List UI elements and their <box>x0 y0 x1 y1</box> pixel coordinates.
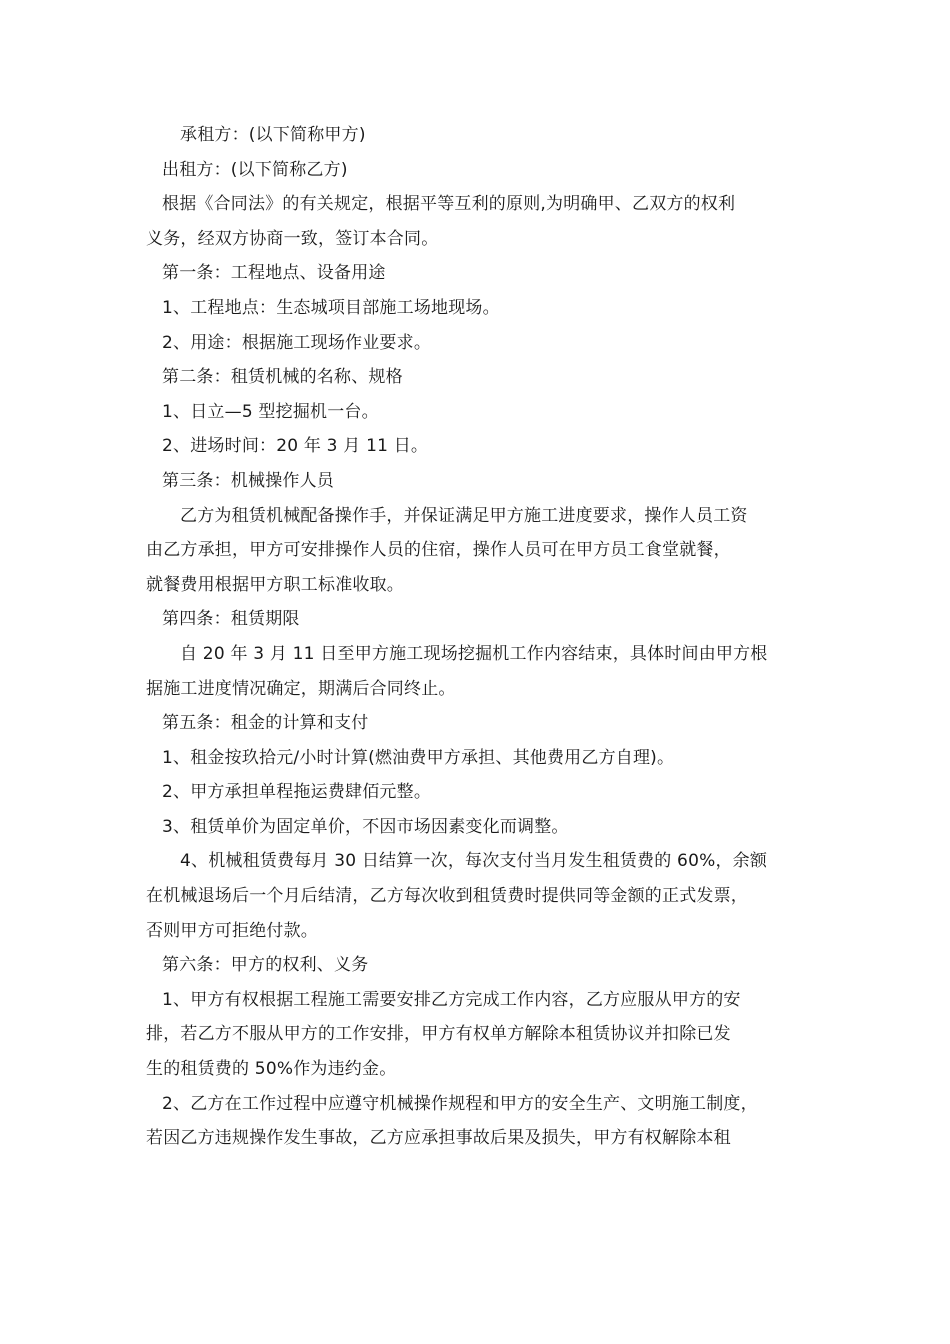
contract-body <box>146 118 826 1156</box>
text-line: 1、甲方有权根据工程施工需要安排乙方完成工作内容，乙方应服从甲方的安 <box>162 989 741 1010</box>
text-line: 否则甲方可拒绝付款。 <box>146 920 318 941</box>
text-line: 根据《合同法》的有关规定，根据平等互利的原则,为明确甲、乙双方的权利 <box>162 194 736 215</box>
text-line: 承租方：(以下简称甲方) <box>180 125 366 145</box>
text-line: 2、甲方承担单程拖运费肆佰元整。 <box>162 782 432 803</box>
text-line: 第二条：租赁机械的名称、规格 <box>162 367 403 388</box>
text-line: 若因乙方违规操作发生事故，乙方应承担事故后果及损失，甲方有权解除本租 <box>146 1128 731 1149</box>
text-line: 乙方为租赁机械配备操作手，并保证满足甲方施工进度要求，操作人员工资 <box>180 505 748 526</box>
text-line: 义务，经双方协商一致，签订本合同。 <box>146 228 439 249</box>
text-line: 排，若乙方不服从甲方的工作安排，甲方有权单方解除本租赁协议并扣除已发 <box>146 1024 731 1045</box>
text-line: 第五条：租金的计算和支付 <box>162 713 369 734</box>
text-line: 2、乙方在工作过程中应遵守机械操作规程和甲方的安全生产、文明施工制度， <box>162 1093 758 1114</box>
text-line: 4、机械租赁费每月 30 日结算一次，每次支付当月发生租赁费的 60%，余额 <box>180 851 768 872</box>
text-line: 在机械退场后一个月后结清，乙方每次收到租赁费时提供同等金额的正式发票， <box>146 886 748 907</box>
text-line: 3、租赁单价为固定单价，不因市场因素变化而调整。 <box>162 816 569 837</box>
text-line: 由乙方承担，甲方可安排操作人员的住宿，操作人员可在甲方员工食堂就餐， <box>146 540 731 561</box>
text-line: 第四条：租赁期限 <box>162 609 300 630</box>
text-line: 1、工程地点：生态城项目部施工场地现场。 <box>162 297 500 318</box>
text-line: 2、用途：根据施工现场作业要求。 <box>162 332 432 353</box>
text-line: 就餐费用根据甲方职工标准收取。 <box>146 574 404 595</box>
text-line: 生的租赁费的 50%作为违约金。 <box>146 1059 397 1080</box>
text-line: 第三条：机械操作人员 <box>162 470 334 491</box>
text-line: 1、日立—5 型挖掘机一台。 <box>162 401 379 422</box>
text-line: 2、进场时间：20 年 3 月 11 日。 <box>162 436 429 457</box>
text-line: 第一条：工程地点、设备用途 <box>162 263 386 284</box>
text-line: 据施工进度情况确定，期满后合同终止。 <box>146 678 456 699</box>
text-line: 1、租金按玖拾元/小时计算(燃油费甲方承担、其他费用乙方自理)。 <box>162 747 675 768</box>
text-line: 自 20 年 3 月 11 日至甲方施工现场挖掘机工作内容结束，具体时间由甲方根 <box>180 643 768 664</box>
text-line: 出租方：(以下简称乙方) <box>162 159 348 180</box>
text-line: 第六条：甲方的权利、义务 <box>162 955 369 976</box>
